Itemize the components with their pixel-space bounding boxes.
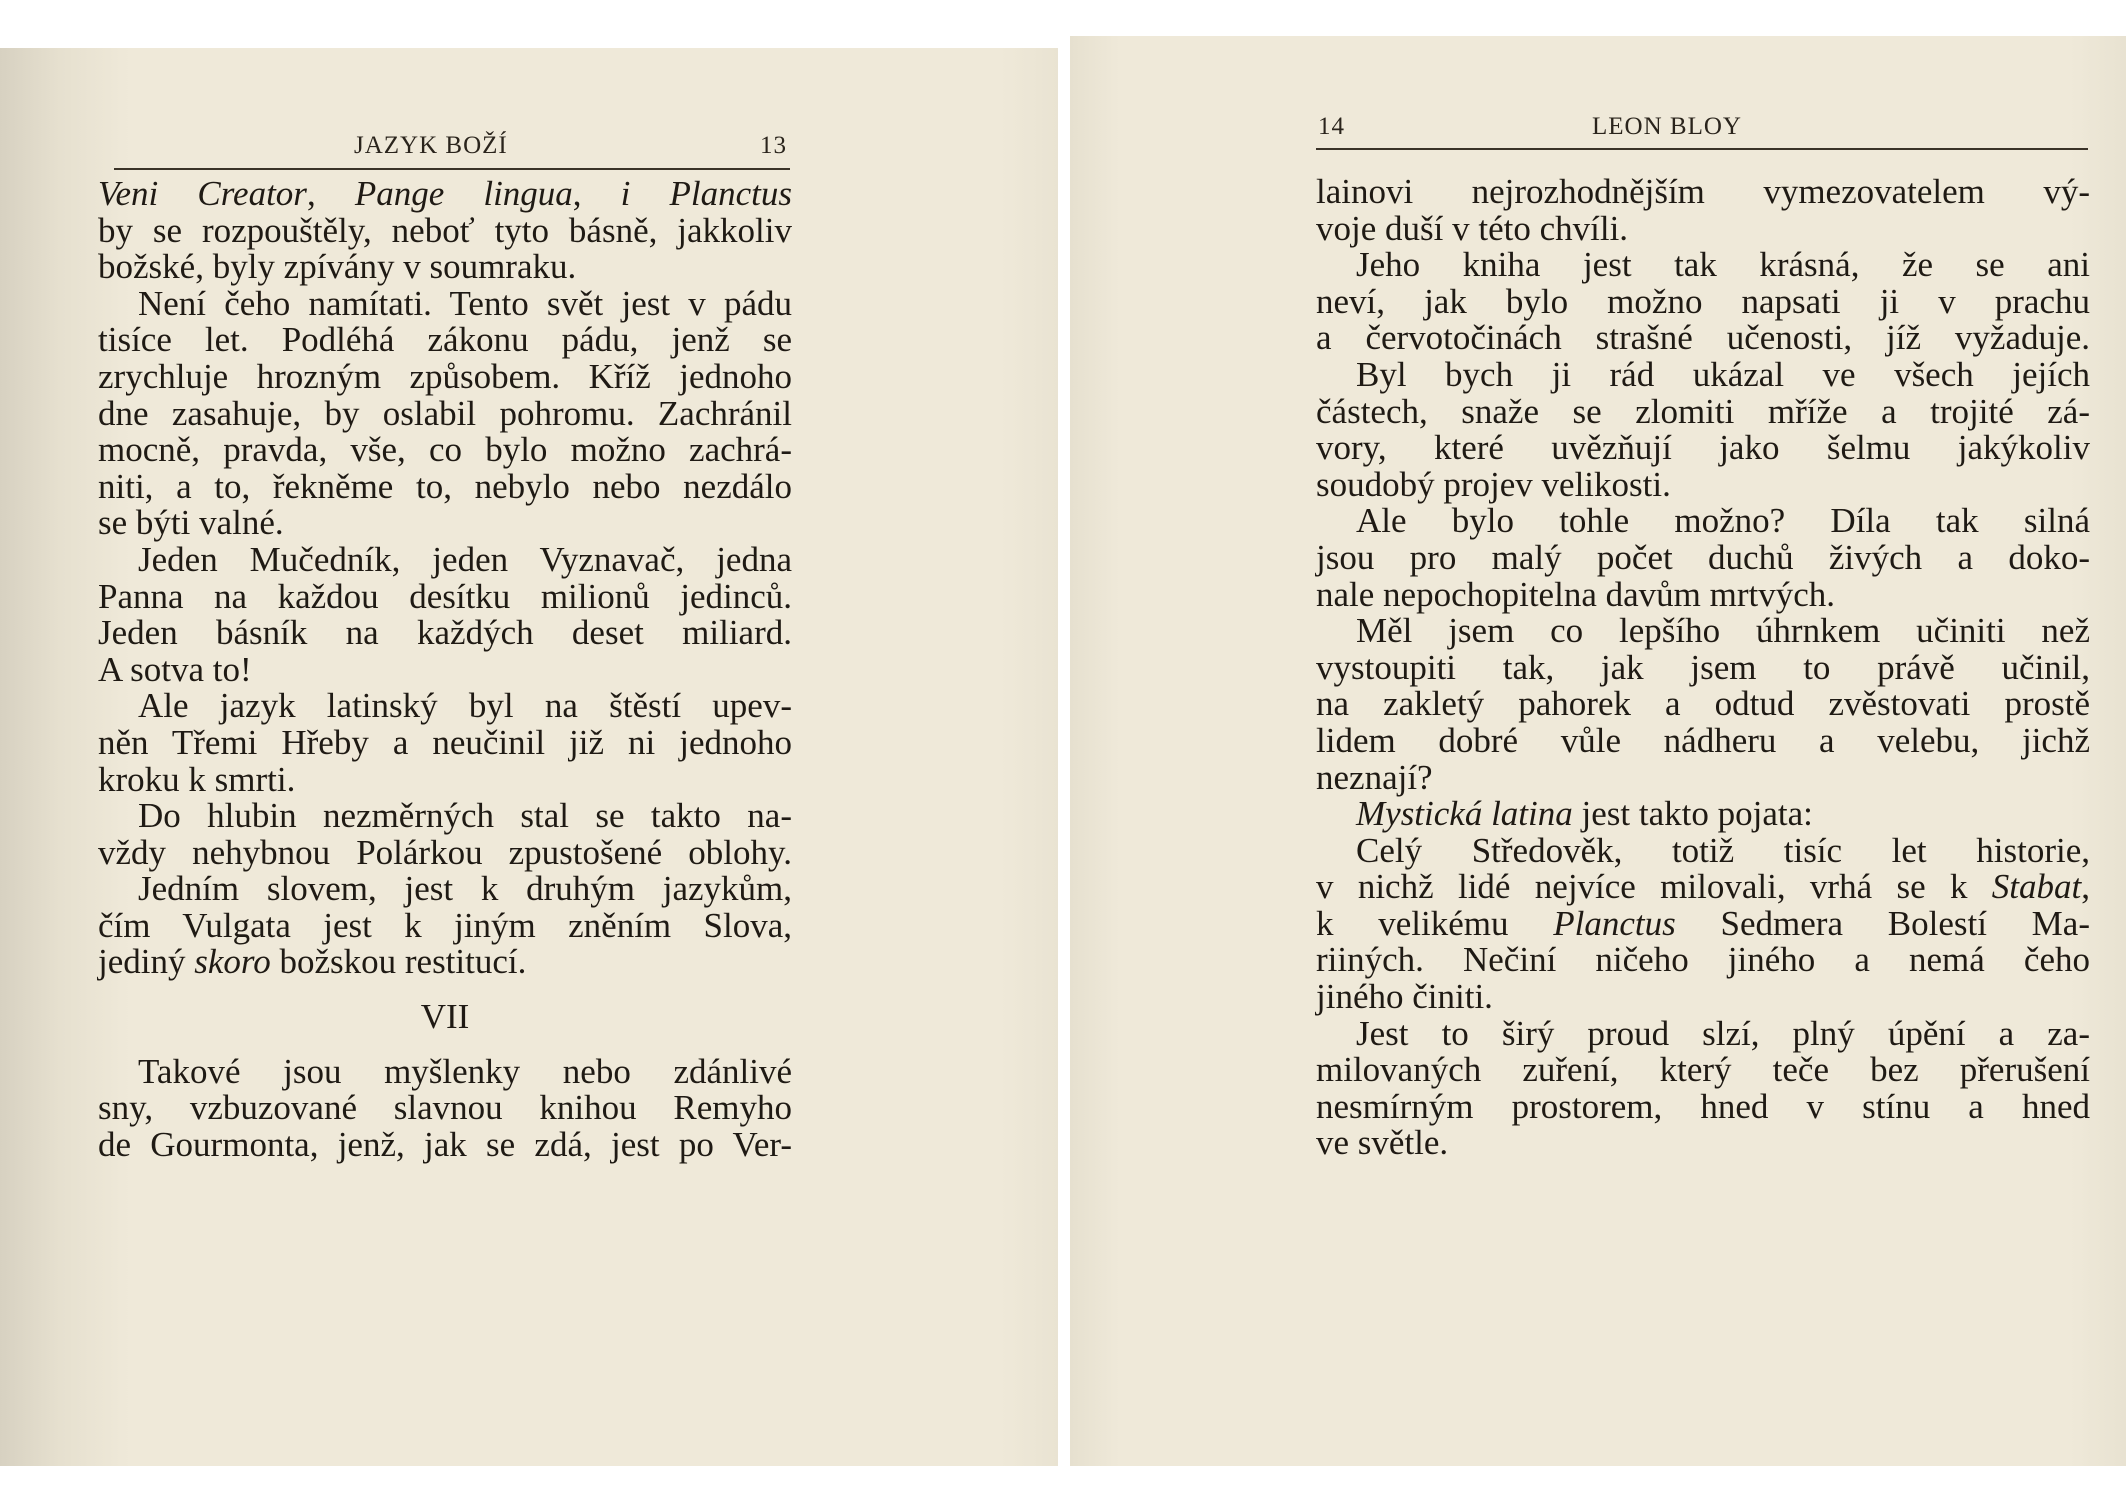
text-run: čím Vulgata jest k jiným zněním Slova, [98, 905, 792, 945]
text-line [98, 539, 792, 579]
text-run: Měl jsem co lepšího úhrnkem učiniti než [1356, 611, 2090, 651]
text-run: vždy nehybnou Polárkou zpustošené oblohy. [98, 832, 792, 872]
text-run: voje duší v této chvíli. [1316, 208, 1629, 248]
text-line [98, 905, 792, 945]
text-run: nesmírným prostorem, hned v stínu a hned [1316, 1086, 2090, 1126]
text-run: tisíce let. Podléhá zákonu pádu, jenž se [98, 320, 792, 360]
text-run: sny, vzbuzované slavnou knihou Remyho [98, 1088, 792, 1128]
text-run: Celý Středověk, totiž tisíc let historie, [1356, 830, 2090, 870]
text-run: A sotva to! [98, 649, 252, 689]
text-line [1316, 281, 2090, 321]
text-line [1316, 1013, 2090, 1053]
text-run: k velikému [1316, 903, 1554, 943]
text-line [1316, 391, 2090, 431]
text-run: na zakletý pahorek a odtud zvěstovati prostě [1316, 684, 2090, 724]
page-number-right: 14 [1318, 113, 1345, 140]
text-line [98, 1051, 792, 1091]
text-run: ve světle. [1316, 1123, 1449, 1163]
text-line [98, 1124, 792, 1164]
text-run: , [306, 174, 355, 213]
text-run: Jeho kniha jest tak krásná, že se ani [1356, 245, 2090, 285]
text-line [1316, 903, 2090, 943]
text-line [98, 466, 792, 506]
text-line [1316, 1086, 2090, 1126]
text-run: Jeden Mučedník, jeden Vyznavač, jedna [138, 539, 792, 579]
text-run: Sedmera Bolestí Ma- [1675, 903, 2090, 943]
text-line [98, 722, 792, 762]
text-line [1316, 464, 2090, 504]
running-head-left: JAZYK BOŽÍ [354, 132, 508, 159]
text-line [98, 283, 792, 323]
text-line [98, 505, 792, 542]
section-heading: VII [420, 997, 470, 1037]
left-page-text [98, 176, 792, 1163]
text-run: nale nepochopitelna davům mrtvých. [1316, 574, 1836, 614]
text-run: se býti valné. [98, 503, 284, 543]
text-line [1316, 208, 2090, 248]
text-run: vystoupiti tak, jak jsem to právě učinil, [1316, 647, 2090, 687]
text-line [1316, 613, 2090, 650]
text-run: Panna na každou desítku milionů jedinců. [98, 576, 792, 616]
text-line [98, 759, 792, 799]
text-run: kroku k smrti. [98, 759, 296, 799]
text-line [98, 798, 792, 835]
text-run: by se rozpouštěly, neboť tyto básně, jakkoliv [98, 210, 792, 250]
text-line [1316, 503, 2090, 540]
header-rule-right [1316, 148, 2088, 150]
left-page [0, 48, 1058, 1466]
text-run: Do hlubin nezměrných stal se takto na- [138, 796, 792, 836]
text-line [98, 1090, 792, 1127]
text-run: zrychluje hrozným způsobem. Kříž jednoho [98, 356, 792, 396]
text-run: milovaných zuření, který teče bez přerušení [1316, 1050, 2090, 1090]
text-run: niti, a to, řekněme to, nebylo nebo nezdálo [98, 466, 792, 506]
text-run: v nichž lidé nejvíce milovali, vrhá se k [1316, 867, 1992, 907]
text-line [98, 393, 792, 433]
text-line [1316, 796, 2090, 833]
text-line [1316, 320, 2090, 357]
text-run: Jest to širý proud slzí, plný úpění a za- [1356, 1013, 2090, 1053]
text-line [98, 210, 792, 250]
text-run: , [572, 174, 621, 213]
text-line [98, 576, 792, 616]
text-line [1316, 869, 2090, 906]
text-run: jsou pro malý počet duchů živých a doko- [1316, 537, 2090, 577]
right-page-text [1316, 174, 2090, 1162]
text-run: vory, které uvězňují jako šelmu jakýkoliv [1316, 428, 2090, 468]
text-run: Ale jazyk latinský byl na štěstí upev- [138, 686, 792, 726]
text-line [98, 176, 792, 213]
italic-text: i Planctus [620, 174, 792, 213]
text-line [98, 356, 792, 396]
text-run: neví, jak bylo možno napsati ji v prachu [1316, 281, 2090, 321]
text-run: něn Třemi Hřeby a neučinil již ni jednoho [98, 722, 792, 762]
text-run: dne zasahuje, by oslabil pohromu. Zachránil [98, 393, 792, 433]
text-run: jest takto pojata: [1572, 794, 1813, 834]
text-line [1316, 647, 2090, 687]
right-page [1070, 36, 2126, 1466]
text-run: Takové jsou myšlenky nebo zdánlivé [138, 1051, 792, 1091]
text-run: de Gourmonta, jenž, jak se zdá, jest po Ver- [98, 1124, 792, 1164]
text-run: Ale bylo tohle možno? Díla tak silná [1356, 501, 2090, 541]
text-line [1316, 942, 2090, 979]
text-run: neznají? [1316, 757, 1433, 797]
text-line [98, 615, 792, 652]
text-line [98, 832, 792, 872]
text-line [98, 871, 792, 908]
text-line [1316, 830, 2090, 870]
italic-text: skoro [194, 942, 271, 982]
text-run: mocně, pravda, vše, co bylo možno zachrá- [98, 430, 792, 470]
text-run: Jeden básník na každých deset miliard. [98, 613, 792, 653]
text-run: soudobý projev velikosti. [1316, 464, 1671, 504]
text-line [1316, 247, 2090, 284]
text-line [1316, 574, 2090, 614]
text-line [1316, 979, 2090, 1016]
text-run: částech, snaže se zlomiti mříže a trojité zá- [1316, 391, 2090, 431]
text-run: Byl bych ji rád ukázal ve všech jejích [1356, 354, 2090, 394]
text-line [1316, 537, 2090, 577]
text-run: božskou restitucí. [270, 942, 527, 982]
text-line [1316, 354, 2090, 394]
text-run: lainovi nejrozhodnějším vymezovatelem vý- [1316, 172, 2090, 211]
text-run: božské, byly zpívány v soumraku. [98, 247, 577, 287]
text-run: Jedním slovem, jest k druhým jazykům, [138, 869, 792, 909]
text-run: jiného činiti. [1316, 977, 1493, 1017]
italic-text: Stabat [1991, 867, 2082, 907]
text-run: lidem dobré vůle nádheru a velebu, jichž [1316, 720, 2090, 760]
page-number-left: 13 [760, 132, 787, 159]
text-line [98, 249, 792, 286]
text-line [98, 432, 792, 469]
italic-text: Pange lingua [354, 174, 573, 213]
italic-text: Veni Creator [98, 174, 307, 213]
text-line [1316, 686, 2090, 723]
text-line [1316, 174, 2090, 211]
text-line [98, 944, 792, 981]
text-line [1316, 1052, 2090, 1089]
header-rule-left [114, 168, 790, 170]
text-line [98, 688, 792, 725]
text-run: riiných. Nečiní ničeho jiného a nemá čeho [1316, 940, 2090, 980]
text-line [1316, 430, 2090, 467]
text-line [98, 322, 792, 359]
text-run: Není čeho namítati. Tento svět jest v pádu [138, 283, 792, 323]
text-line [1316, 720, 2090, 760]
text-run: jediný [98, 942, 195, 982]
running-head-right: LEON BLOY [1592, 113, 1742, 140]
text-line [1316, 757, 2090, 797]
text-run: a červotočinách strašné učenosti, jíž vyžaduje. [1316, 318, 2090, 358]
italic-text: Planctus [1553, 903, 1676, 943]
text-line [98, 649, 792, 689]
text-line [1316, 1125, 2090, 1162]
text-run: , [2081, 867, 2090, 907]
italic-text: Mystická latina [1356, 794, 1573, 834]
